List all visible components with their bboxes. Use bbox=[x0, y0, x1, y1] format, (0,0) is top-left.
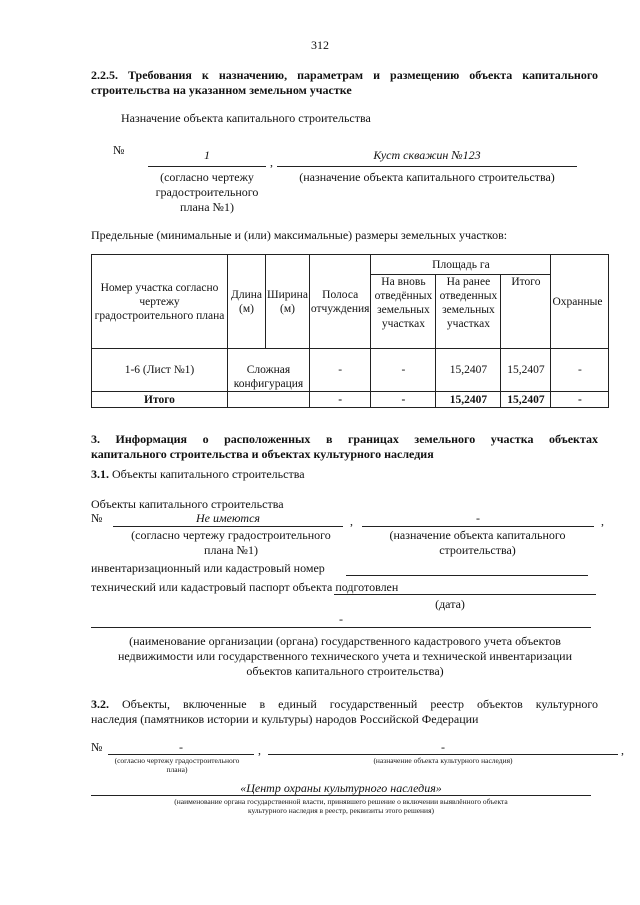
inventory-number-underline bbox=[346, 575, 588, 576]
row-area-total: 15,2407 bbox=[501, 349, 551, 392]
objects-number-value: Не имеются bbox=[195, 511, 260, 525]
header-area-previous: На ранее отведенных земельных участках bbox=[436, 275, 501, 349]
land-plot-table bbox=[91, 254, 609, 408]
purpose-title: Назначение объекта капитального строительства bbox=[121, 111, 371, 125]
section-3-heading-line1: 3. Информация о расположенных в границах земельного участка объектах bbox=[91, 432, 598, 446]
section-3-1-number: 3.1. bbox=[91, 467, 109, 481]
plan-number-value: 1 bbox=[204, 148, 210, 162]
objects-purpose-underline bbox=[362, 526, 594, 527]
section-3-1-title-text: Объекты капитального строительства bbox=[112, 467, 305, 481]
objects-label: Объекты капитального строительства bbox=[91, 497, 284, 511]
header-exclusion-strip: Полоса отчуждения bbox=[309, 255, 371, 349]
section-2-2-5-heading-line2: строительства на указанном земельном участке bbox=[91, 83, 352, 97]
heritage-org-caption bbox=[91, 797, 591, 815]
row-area-new: - bbox=[371, 349, 436, 392]
total-area-total: 15,2407 bbox=[501, 392, 551, 408]
section-2-2-5-heading-line1: 2.2.5. Требования к назначению, параметрам и размещению объекта капитального bbox=[91, 68, 598, 82]
objects-purpose-caption: (назначение объекта капитального строительства) bbox=[389, 528, 566, 557]
heritage-purpose-underline bbox=[268, 754, 618, 755]
inventory-number-label: инвентаризационный или кадастровый номер bbox=[91, 561, 325, 575]
comma-3-1b: , bbox=[601, 514, 604, 528]
comma: , bbox=[270, 155, 273, 169]
heritage-org-caption-line2: культурного наследия в реестр, реквизиты этого решения) bbox=[247, 806, 435, 815]
org-underline bbox=[91, 627, 591, 628]
header-area-new: На вновь отведённых земельных участках bbox=[371, 275, 436, 349]
heritage-number-caption: (согласно чертежу градостроительного плана) bbox=[114, 756, 240, 774]
purpose-underline bbox=[277, 166, 577, 167]
header-protected: Охранные bbox=[551, 255, 609, 349]
limits-text: Предельные (минимальные и (или) максимальные) размеры земельных участков: bbox=[91, 228, 508, 242]
number-sign: № bbox=[113, 143, 125, 157]
total-label: Итого bbox=[92, 392, 228, 408]
plan-number-caption: (согласно чертежу градостроительного плана №1) bbox=[155, 170, 259, 214]
date-caption: (дата) bbox=[435, 597, 465, 611]
section-3-2-line1 bbox=[91, 697, 598, 712]
heritage-org-value: «Центр охраны культурного наследия» bbox=[240, 781, 442, 795]
heritage-org-underline bbox=[91, 795, 591, 796]
table-row bbox=[92, 349, 609, 392]
tech-passport-label: технический или кадастровый паспорт объекта подготовлен bbox=[91, 580, 399, 594]
org-caption-line1: (наименование организации (органа) государственного кадастрового учета объектов bbox=[129, 634, 561, 648]
total-area-previous: 15,2407 bbox=[436, 392, 501, 408]
section-3-2-number: 3.2. bbox=[91, 697, 109, 711]
section-3-1-title bbox=[91, 467, 305, 482]
header-length: Длина (м) bbox=[228, 255, 266, 349]
objects-number-caption: (согласно чертежу градостроительного плана №1) bbox=[131, 528, 331, 557]
heritage-purpose-value: - bbox=[441, 740, 445, 754]
total-exclusion: - bbox=[309, 392, 371, 408]
comma-3-1a: , bbox=[350, 514, 353, 528]
heritage-org-caption-line1: (наименование органа государственной власти, принявшего решение о включении выявлённого объекта bbox=[174, 797, 508, 806]
objects-purpose-value: - bbox=[476, 511, 480, 525]
section-3-heading-line2: капитального строительства и объектах культурного наследия bbox=[91, 447, 434, 461]
row-size: Сложная конфигурация bbox=[228, 349, 310, 392]
number-sign-3-1: № bbox=[91, 511, 103, 525]
comma-3-2a: , bbox=[258, 743, 261, 757]
row-area-previous: 15,2407 bbox=[436, 349, 501, 392]
comma-3-2b: , bbox=[621, 743, 624, 757]
row-exclusion: - bbox=[309, 349, 371, 392]
row-plot-number: 1-6 (Лист №1) bbox=[92, 349, 228, 392]
section-3-2-line2: наследия (памятников истории и культуры) народов Российской Федерации bbox=[91, 712, 479, 726]
tech-passport-underline bbox=[334, 594, 596, 595]
header-area-group: Площадь га bbox=[371, 255, 551, 275]
total-size bbox=[228, 392, 310, 408]
purpose-value: Куст скважин №123 bbox=[373, 148, 481, 162]
org-caption-line2: недвижимости или государственного технического учета и технической инвентаризации bbox=[117, 649, 573, 663]
row-protected: - bbox=[551, 349, 609, 392]
header-width: Ширина (м) bbox=[266, 255, 310, 349]
org-caption-line3: объектов капитального строительства) bbox=[246, 664, 444, 678]
number-sign-3-2: № bbox=[91, 740, 103, 754]
header-area-total: Итого bbox=[501, 275, 551, 349]
total-area-new: - bbox=[371, 392, 436, 408]
org-caption bbox=[80, 634, 610, 679]
heritage-number-value: - bbox=[179, 740, 183, 754]
section-3-2-text: Объекты, включенные в единый государственный реестр объектов культурного bbox=[121, 697, 598, 711]
heritage-number-underline bbox=[108, 754, 254, 755]
purpose-caption: (назначение объекта капитального строительства) bbox=[299, 170, 555, 184]
total-protected: - bbox=[551, 392, 609, 408]
objects-number-underline bbox=[113, 526, 343, 527]
page-number: 312 bbox=[311, 38, 329, 52]
table-total-row bbox=[92, 392, 609, 408]
org-value: - bbox=[339, 612, 343, 626]
plan-number-underline bbox=[148, 166, 266, 167]
header-plot-number: Номер участка согласно чертежу градостроительного плана bbox=[92, 255, 228, 349]
heritage-purpose-caption: (назначение объекта культурного наследия) bbox=[373, 756, 513, 765]
